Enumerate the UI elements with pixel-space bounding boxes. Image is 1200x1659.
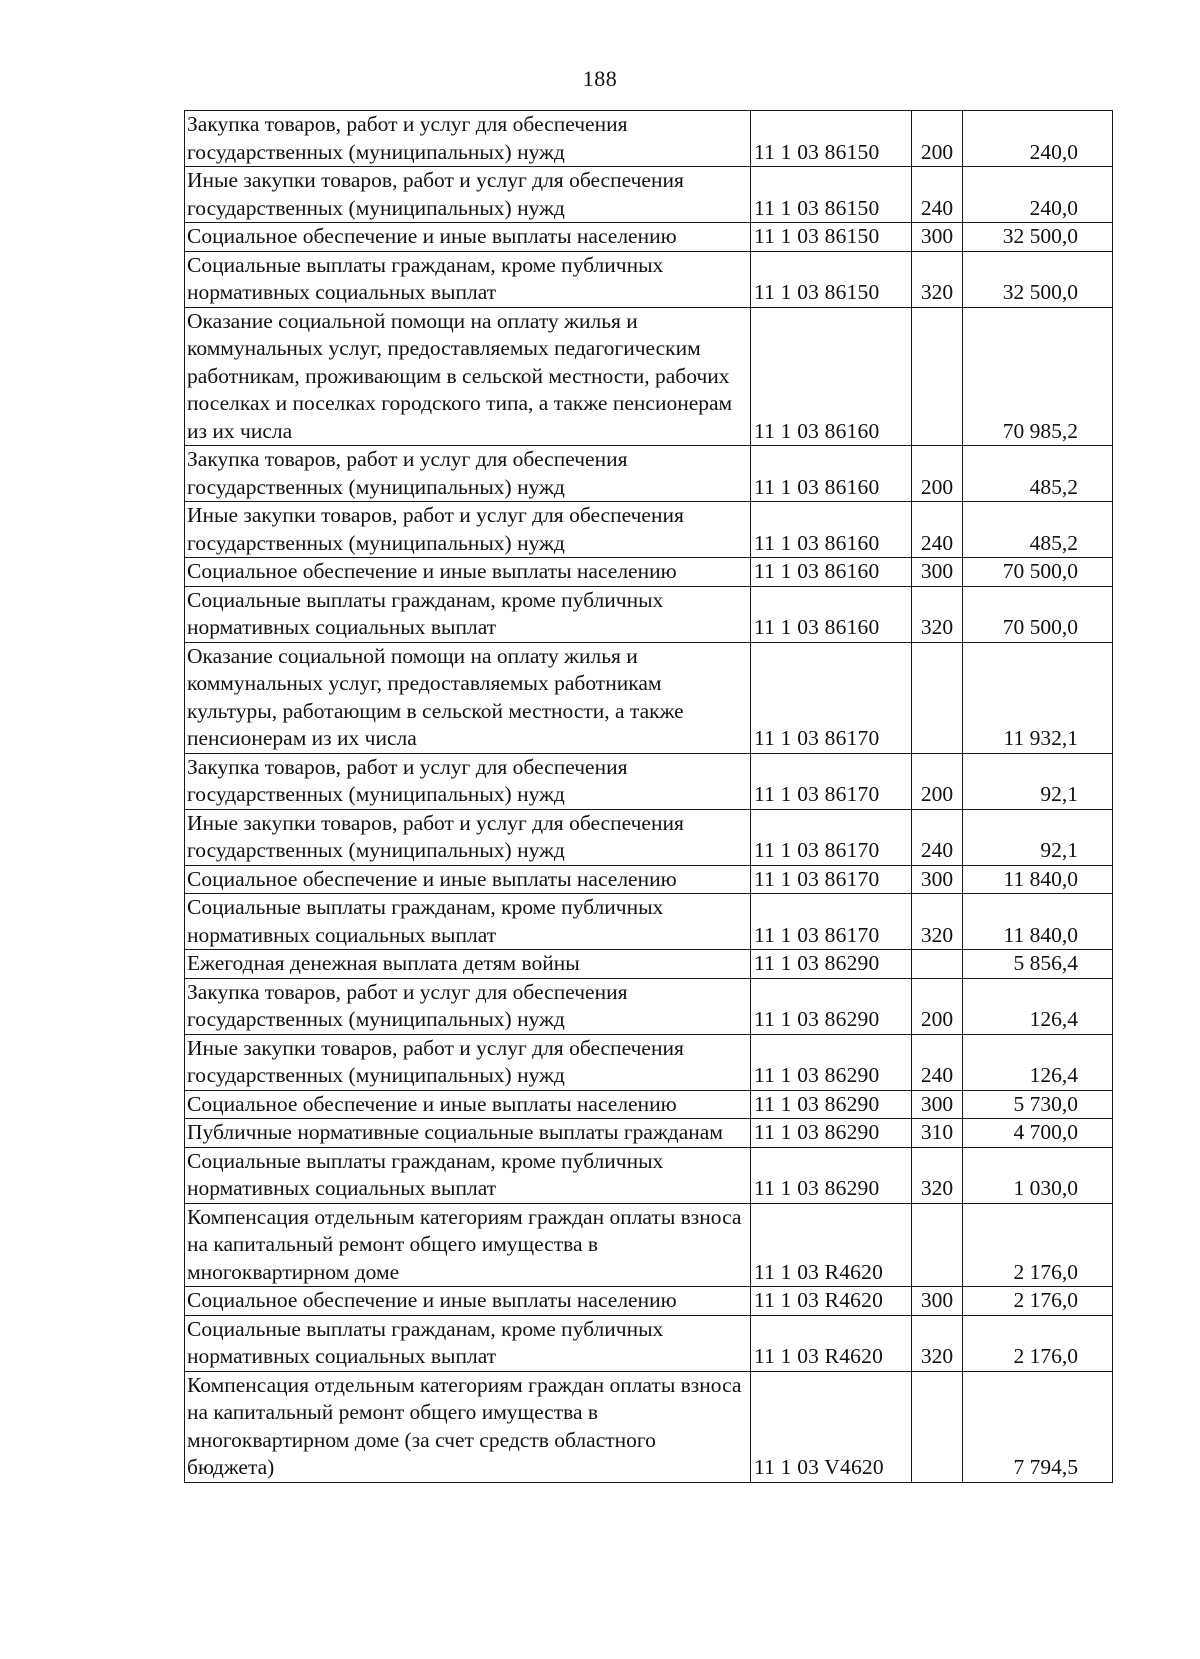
amount-value: 70 985,2 [963,307,1113,446]
item-name: Ежегодная денежная выплата детям войны [185,950,751,979]
expense-type-code: 300 [912,865,963,894]
table-row [185,642,1113,753]
item-name: Публичные нормативные социальные выплаты гражданам [185,1119,751,1148]
target-code: 11 1 03 86150 [751,223,912,252]
target-code: 11 1 03 86160 [751,586,912,642]
expense-type-code [912,642,963,753]
target-code: 11 1 03 86160 [751,502,912,558]
item-name: Компенсация отдельным категориям граждан оплаты взноса на капитальный ремонт общего имущества в многоквартирном доме [185,1203,751,1287]
target-code: 11 1 03 86160 [751,558,912,587]
amount-value: 240,0 [963,167,1113,223]
amount-value: 7 794,5 [963,1371,1113,1482]
table-row [185,1371,1113,1482]
table-row [185,307,1113,446]
amount-value: 1 030,0 [963,1147,1113,1203]
expense-type-code: 300 [912,558,963,587]
target-code: 11 1 03 86290 [751,1090,912,1119]
target-code: 11 1 03 86290 [751,1119,912,1148]
item-name: Социальное обеспечение и иные выплаты населению [185,558,751,587]
amount-value: 92,1 [963,753,1113,809]
expense-type-code [912,1371,963,1482]
expense-type-code: 300 [912,1090,963,1119]
budget-table [184,110,1113,1483]
amount-value: 11 840,0 [963,865,1113,894]
item-name: Иные закупки товаров, работ и услуг для обеспечения государственных (муниципальных) нужд [185,502,751,558]
expense-type-code: 320 [912,1315,963,1371]
amount-value: 32 500,0 [963,251,1113,307]
expense-type-code [912,1203,963,1287]
table-row [185,1090,1113,1119]
amount-value: 240,0 [963,111,1113,167]
amount-value: 485,2 [963,446,1113,502]
item-name: Иные закупки товаров, работ и услуг для обеспечения государственных (муниципальных) нужд [185,1034,751,1090]
table-row [185,950,1113,979]
target-code: 11 1 03 86160 [751,307,912,446]
item-name: Социальное обеспечение и иные выплаты населению [185,1287,751,1316]
item-name: Закупка товаров, работ и услуг для обеспечения государственных (муниципальных) нужд [185,753,751,809]
expense-type-code: 240 [912,167,963,223]
table-row [185,1119,1113,1148]
item-name: Социальное обеспечение и иные выплаты населению [185,223,751,252]
item-name: Иные закупки товаров, работ и услуг для обеспечения государственных (муниципальных) нужд [185,167,751,223]
expense-type-code: 320 [912,251,963,307]
amount-value: 126,4 [963,1034,1113,1090]
amount-value: 5 856,4 [963,950,1113,979]
table-row [185,586,1113,642]
target-code: 11 1 03 R4620 [751,1315,912,1371]
target-code: 11 1 03 86170 [751,809,912,865]
table-row [185,978,1113,1034]
amount-value: 2 176,0 [963,1287,1113,1316]
target-code: 11 1 03 86170 [751,753,912,809]
item-name: Социальные выплаты гражданам, кроме публичных нормативных социальных выплат [185,894,751,950]
item-name: Социальное обеспечение и иные выплаты населению [185,865,751,894]
expense-type-code: 310 [912,1119,963,1148]
amount-value: 126,4 [963,978,1113,1034]
item-name: Закупка товаров, работ и услуг для обеспечения государственных (муниципальных) нужд [185,446,751,502]
amount-value: 5 730,0 [963,1090,1113,1119]
expense-type-code: 300 [912,1287,963,1316]
target-code: 11 1 03 86290 [751,1034,912,1090]
table-row [185,446,1113,502]
target-code: 11 1 03 86160 [751,446,912,502]
expense-type-code: 320 [912,894,963,950]
target-code: 11 1 03 86290 [751,978,912,1034]
table-row [185,753,1113,809]
item-name: Оказание социальной помощи на оплату жилья и коммунальных услуг, предоставляемых работникам культуры, работающим в сельской местности, а также пенсионерам из их числа [185,642,751,753]
table-body [185,111,1113,1483]
table-row [185,111,1113,167]
table-row [185,1034,1113,1090]
item-name: Социальные выплаты гражданам, кроме публичных нормативных социальных выплат [185,1147,751,1203]
table-row [185,865,1113,894]
table-row [185,894,1113,950]
item-name: Социальные выплаты гражданам, кроме публичных нормативных социальных выплат [185,1315,751,1371]
target-code: 11 1 03 86170 [751,894,912,950]
expense-type-code: 200 [912,978,963,1034]
target-code: 11 1 03 86150 [751,251,912,307]
table-row [185,558,1113,587]
expense-type-code: 240 [912,1034,963,1090]
expense-type-code: 240 [912,809,963,865]
amount-value: 32 500,0 [963,223,1113,252]
target-code: 11 1 03 86170 [751,642,912,753]
target-code: 11 1 03 86150 [751,111,912,167]
expense-type-code: 300 [912,223,963,252]
page-number: 188 [582,66,618,91]
target-code: 11 1 03 86290 [751,950,912,979]
table-row [185,1287,1113,1316]
amount-value: 2 176,0 [963,1203,1113,1287]
item-name: Социальные выплаты гражданам, кроме публичных нормативных социальных выплат [185,251,751,307]
expense-type-code: 320 [912,586,963,642]
item-name: Социальное обеспечение и иные выплаты населению [185,1090,751,1119]
target-code: 11 1 03 86170 [751,865,912,894]
table-row [185,223,1113,252]
amount-value: 2 176,0 [963,1315,1113,1371]
item-name: Закупка товаров, работ и услуг для обеспечения государственных (муниципальных) нужд [185,111,751,167]
amount-value: 70 500,0 [963,558,1113,587]
target-code: 11 1 03 86150 [751,167,912,223]
item-name: Социальные выплаты гражданам, кроме публичных нормативных социальных выплат [185,586,751,642]
amount-value: 485,2 [963,502,1113,558]
item-name: Оказание социальной помощи на оплату жилья и коммунальных услуг, предоставляемых педагогическим работникам, проживающим в сельской местности, рабочих поселках и поселках городского типа, а также пенсионерам из их числа [185,307,751,446]
target-code: 11 1 03 R4620 [751,1203,912,1287]
expense-type-code: 240 [912,502,963,558]
expense-type-code [912,307,963,446]
target-code: 11 1 03 R4620 [751,1287,912,1316]
table-row [185,167,1113,223]
expense-type-code: 200 [912,111,963,167]
amount-value: 11 932,1 [963,642,1113,753]
table-row [185,502,1113,558]
table-row [185,809,1113,865]
target-code: 11 1 03 86290 [751,1147,912,1203]
table-row [185,1315,1113,1371]
amount-value: 70 500,0 [963,586,1113,642]
amount-value: 11 840,0 [963,894,1113,950]
amount-value: 4 700,0 [963,1119,1113,1148]
amount-value: 92,1 [963,809,1113,865]
item-name: Иные закупки товаров, работ и услуг для обеспечения государственных (муниципальных) нужд [185,809,751,865]
item-name: Закупка товаров, работ и услуг для обеспечения государственных (муниципальных) нужд [185,978,751,1034]
expense-type-code: 320 [912,1147,963,1203]
table-row [185,251,1113,307]
table-row [185,1203,1113,1287]
target-code: 11 1 03 V4620 [751,1371,912,1482]
expense-type-code: 200 [912,446,963,502]
item-name: Компенсация отдельным категориям граждан оплаты взноса на капитальный ремонт общего имущества в многоквартирном доме (за счет средств областного бюджета) [185,1371,751,1482]
expense-type-code: 200 [912,753,963,809]
expense-type-code [912,950,963,979]
table-row [185,1147,1113,1203]
